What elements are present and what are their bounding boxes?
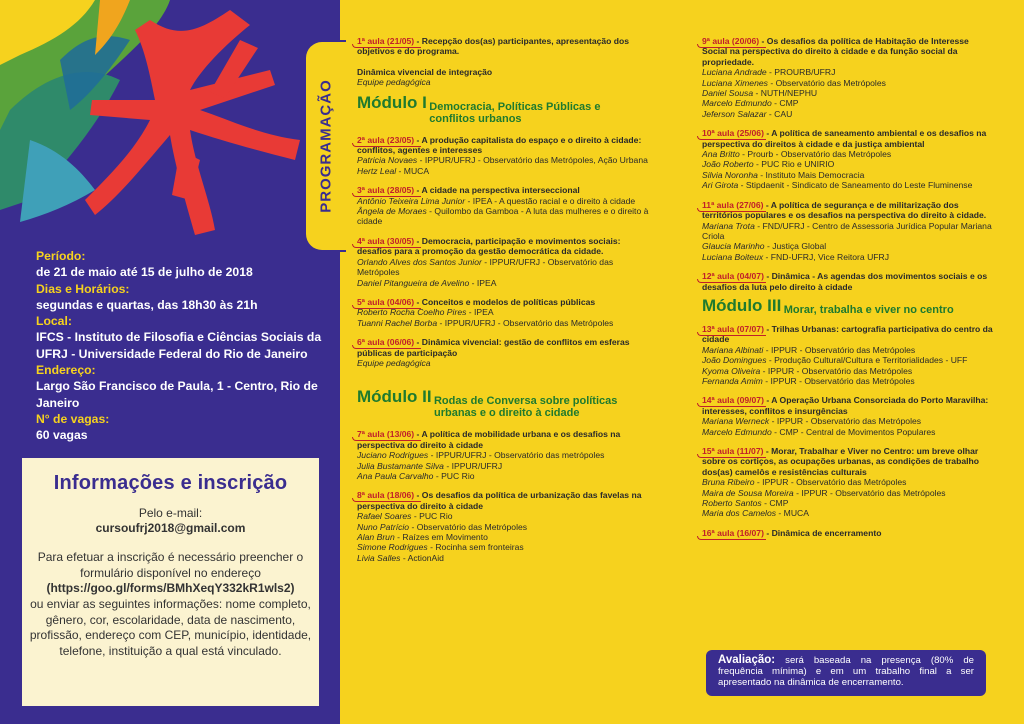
- speaker-name: Luciana Andrade: [702, 67, 767, 78]
- aula-date: 2ª aula (23/05): [357, 134, 415, 145]
- speaker-name: Tuanni Rachel Borba: [357, 317, 438, 328]
- schedule-column-2: [702, 36, 994, 547]
- inscricao-title: Informações e inscrição: [53, 472, 288, 494]
- speaker-role: - IPEA: [469, 277, 497, 288]
- speaker-role: - PROURB/UFRJ: [766, 67, 836, 78]
- aula-title: - Os desafios da política de urbanização das favelas na perspectiva do direito à cidade: [357, 490, 642, 511]
- speaker-role: - IPPUR/UFRJ - Observatório das Metrópoles, Ação Urbana: [417, 155, 648, 166]
- speaker-role: - IPPUR - Observatório das Metrópoles: [769, 416, 922, 427]
- speaker-name: Mariana Werneck: [702, 416, 770, 427]
- speaker-role: - Justiça Global: [764, 241, 827, 252]
- aula-8: [357, 490, 657, 563]
- dinamica-integracao: [357, 67, 657, 88]
- date-underline: [352, 345, 421, 349]
- speaker-name: Marcelo Edmundo: [702, 426, 772, 437]
- aula-13: [702, 324, 994, 386]
- periodo-label: Período:: [36, 249, 86, 263]
- speaker-role: - PUC Rio e UNIRIO: [753, 159, 835, 170]
- inscricao-text-2: ou enviar as seguintes informações: nome completo, gênero, cor, escolaridade, data de nascimento, profissão, endereço com CEP, município, identidade, telefone, instituição a qual está vinculado.: [29, 597, 312, 658]
- speaker-name: Daniel Sousa: [702, 88, 754, 99]
- aula-2: [357, 135, 657, 177]
- speaker-role: - CMP - Central de Movimentos Populares: [771, 426, 936, 437]
- dias-label: Dias e Horários:: [36, 281, 130, 296]
- speaker-role: - CAU: [766, 108, 793, 119]
- avaliacao-label: Avaliação:: [718, 654, 776, 666]
- aula-title: - Recepção dos(as) participantes, apresentação dos objetivos e do programa.: [357, 36, 630, 57]
- speaker-name: Bruna Ribeiro: [702, 477, 755, 488]
- aula-title: - Morar, Trabalhar e Viver no Centro: um breve olhar sobre os cortiços, as ocupações urbanas, as condições de trabalho dos(as) camelôs e resistências culturais: [702, 446, 980, 477]
- date-underline: [352, 244, 421, 248]
- speaker-name: Roberto Santos: [702, 498, 762, 509]
- endereco-value: Largo São Francisco de Paula, 1 - Centro, Rio de Janeiro: [36, 379, 318, 410]
- aula-1: [357, 36, 657, 57]
- email-address[interactable]: cursoufrj2018@gmail.com: [95, 521, 246, 535]
- speaker-name: Ari Girota: [702, 180, 739, 191]
- speaker-name: Silvia Noronha: [702, 169, 758, 180]
- aula-title: - Dinâmica vivencial: gestão de conflitos em esferas públicas de participação: [357, 337, 630, 358]
- aula-title: - A cidade na perspectiva interseccional: [414, 185, 580, 196]
- speaker-name: Mariana Albinati: [702, 344, 764, 355]
- date-underline: [352, 437, 421, 441]
- local-label: Local:: [36, 314, 72, 329]
- date-underline: [697, 208, 766, 212]
- speaker-name: Maria dos Camelos: [702, 508, 777, 519]
- module-title: Democracia, Políticas Públicas e conflitos urbanos: [429, 100, 601, 125]
- speaker-name: Alan Brun: [357, 532, 395, 542]
- speaker-name: Mariana Trota: [702, 220, 755, 231]
- speaker-role: - CMP: [771, 98, 799, 109]
- aula-7: [357, 429, 657, 481]
- aula-title: - Democracia, participação e movimentos sociais: desafios para a promoção da gestão democrática da cidade.: [357, 235, 621, 257]
- speaker-role: - IPPUR/UFRJ - Observatório das metrópoles: [428, 450, 605, 461]
- speaker-role: - Rocinha sem fronteiras: [427, 542, 524, 553]
- avaliacao-box: [706, 650, 986, 696]
- aula-16: [702, 528, 994, 538]
- aula-title: - Conceitos e modelos de políticas públicas: [414, 296, 596, 307]
- speaker-name: Ângela de Moraes: [357, 206, 427, 217]
- dinamica-title: Dinâmica vivencial de integração: [357, 66, 493, 77]
- speaker-role: - IPPUR - Observatório das Metrópoles: [760, 365, 913, 376]
- speaker-role: - NUTH/NEPHU: [753, 88, 818, 99]
- speaker-role: - IPPUR - Observatório das Metrópoles: [754, 477, 907, 488]
- module-number: Módulo II: [357, 387, 432, 407]
- speaker-role: - IPPUR/UFRJ - Observatório das Metrópoles: [357, 256, 614, 278]
- aula-date: 3ª aula (28/05): [357, 185, 415, 196]
- aula-date: 13ª aula (07/07): [702, 323, 764, 334]
- schedule-column-1: [357, 36, 657, 572]
- aula-date: 1ª aula (21/05): [357, 36, 415, 46]
- dinamica-team: Equipe pedagógica: [357, 77, 431, 88]
- aula-15: [702, 446, 994, 519]
- speaker-role: - Stipdaenit - Sindicato de Saneamento do Leste Fluminense: [738, 180, 973, 191]
- aula-title: - A política de segurança e de militarização dos territórios populares e os desafios na perspectiva do direito à cidade.: [702, 199, 987, 221]
- programacao-label: PROGRAMAÇÃO: [317, 79, 335, 213]
- speaker-role: - IPPUR - Observatório das Metrópoles: [793, 487, 946, 498]
- speaker-name: Luciana Ximenes: [702, 77, 768, 88]
- speaker-role: - MUCA: [396, 165, 430, 176]
- local-value: IFCS - Instituto de Filosofia e Ciências Sociais da UFRJ - Universidade Federal do Rio de Janeiro: [36, 330, 322, 361]
- speaker-role: - PUC Rio: [433, 470, 475, 481]
- module-3-heading: [702, 295, 994, 316]
- date-underline: [697, 536, 766, 540]
- speaker-role: - IPPUR/UFRJ - Observatório das Metrópoles: [437, 317, 614, 328]
- date-underline: [697, 403, 766, 407]
- speaker-name: Antônio Teixeira Lima Junior: [357, 195, 466, 206]
- speaker-role: - FND-UFRJ, Vice Reitora UFRJ: [763, 251, 890, 262]
- speaker-name: Rafael Soares: [357, 511, 412, 522]
- speaker-role: - Produção Cultural/Cultura e Territorialidades - UFF: [766, 355, 968, 366]
- aula-14: [702, 395, 994, 437]
- aula-11: [702, 200, 994, 262]
- aula-date: 9ª aula (20/06): [702, 36, 760, 46]
- speaker-role: - ActionAid: [400, 552, 444, 563]
- aula-10: [702, 128, 994, 190]
- speaker-name: Patricia Novaes: [357, 155, 418, 166]
- speaker-role: - IPEA - A questão racial e o direito à cidade: [465, 195, 636, 206]
- aula-title: - A política de mobilidade urbana e os desafios na perspectiva do direito à cidade: [357, 429, 621, 450]
- speaker-name: Fernanda Amim: [702, 375, 763, 386]
- speaker-role: - FND/UFRJ - Centro de Assessoria Jurídica Popular Mariana Criola: [702, 220, 992, 241]
- speaker-role: - Prourb - Observatório das Metrópoles: [739, 149, 892, 160]
- inscricao-text-1: Para efetuar a inscrição é necessário preencher o formulário disponível no endereço: [37, 550, 304, 580]
- speaker-name: Orlando Alves dos Santos Junior: [357, 256, 482, 267]
- aula-title: - Os desafios da política de Habitação de Interesse Social na perspectiva do direito à cidade e da função social da propriedade.: [702, 36, 969, 67]
- vagas-value: 60 vagas: [36, 428, 88, 443]
- module-number: Módulo III: [702, 295, 782, 315]
- aula-date: 7ª aula (13/06): [357, 429, 415, 440]
- speaker-name: Equipe pedagógica: [357, 357, 431, 368]
- speaker-name: Luciana Boiteux: [702, 251, 764, 262]
- aula-12: [702, 271, 994, 292]
- speaker-name: Kyoma Oliveira: [702, 365, 761, 376]
- inscricao-box: [22, 458, 319, 706]
- speaker-name: Ana Britto: [702, 149, 740, 160]
- speaker-name: Julia Bustamante Silva: [357, 460, 444, 471]
- speaker-name: Roberto Rocha Coelho Pires: [357, 307, 467, 318]
- left-panel: [0, 0, 340, 724]
- date-underline: [352, 44, 421, 48]
- speaker-role: - PUC Rio: [411, 511, 453, 522]
- date-underline: [352, 305, 421, 309]
- programacao-tab: [304, 40, 346, 252]
- speaker-role: - Quilombo da Gamboa - A luta das mulheres e o direito à cidade: [357, 206, 649, 227]
- speaker-role: - IPPUR/UFRJ: [443, 460, 503, 471]
- speaker-name: Maira de Sousa Moreira: [702, 487, 794, 498]
- speaker-name: Hertz Leal: [357, 165, 397, 176]
- speaker-role: - Observatório das Metrópoles: [767, 77, 886, 88]
- speaker-role: - IPPUR - Observatório das Metrópoles: [763, 344, 916, 355]
- speaker-name: Jeferson Salazar: [702, 108, 767, 119]
- date-underline: [697, 454, 766, 458]
- aula-date: 10ª aula (25/06): [702, 128, 764, 139]
- abstract-art-illustration: [0, 0, 340, 240]
- module-title: Morar, trabalha e viver no centro: [783, 303, 954, 316]
- speaker-role: - Observatório das Metrópoles: [409, 521, 528, 532]
- aula-date: 11ª aula (27/06): [702, 199, 764, 210]
- aula-6: [357, 337, 657, 368]
- dias-value: segundas e quartas, das 18h30 às 21h: [36, 297, 258, 312]
- speaker-name: João Roberto: [702, 159, 754, 170]
- aula-9: [702, 36, 994, 119]
- aula-3: [357, 185, 657, 227]
- speaker-name: Glaucia Marinho: [702, 241, 765, 252]
- aula-title: - A política de saneamento ambiental e os desafios na perspectiva do direitos à cidade e da justiça ambiental: [702, 128, 987, 149]
- speaker-role: - Instituto Mais Democracia: [757, 169, 865, 180]
- date-underline: [697, 44, 766, 48]
- aula-date: 8ª aula (18/06): [357, 490, 415, 501]
- speaker-name: Simone Rodrigues: [357, 542, 428, 553]
- speaker-role: - IPEA: [466, 307, 494, 318]
- date-underline: [352, 143, 421, 147]
- aula-date: 15ª aula (11/07): [702, 446, 764, 456]
- date-underline: [697, 136, 766, 140]
- aula-title: - A Operação Urbana Consorciada do Porto Maravilha: interesses, conflitos e insurgências: [702, 395, 989, 416]
- module-1-heading: [357, 92, 657, 125]
- speaker-role: - CMP: [761, 498, 789, 509]
- module-number: Módulo I: [357, 92, 427, 112]
- aula-title: - Dinâmica - As agendas dos movimentos sociais e os desafios da luta pelo direito à cidade: [702, 271, 988, 292]
- vagas-label: N° de vagas:: [36, 411, 110, 426]
- aula-title: - Trilhas Urbanas: cartografia participativa do centro da cidade: [702, 323, 993, 345]
- endereco-label: Endereço:: [36, 363, 96, 378]
- periodo-value: de 21 de maio até 15 de julho de 2018: [36, 265, 253, 280]
- aula-title: - A produção capitalista do espaço e o direito à cidade: conflitos, agentes e interesses: [357, 134, 642, 156]
- speaker-name: Nuno Patrício: [357, 521, 410, 532]
- aula-4: [357, 236, 657, 288]
- speaker-name: João Domingues: [702, 355, 767, 366]
- date-underline: [352, 193, 421, 197]
- speaker-name: Juciano Rodrigues: [357, 450, 429, 461]
- speaker-name: Livia Salles: [357, 552, 401, 563]
- speaker-role: - MUCA: [776, 508, 809, 519]
- speaker-name: Daniel Pitangueira de Avelino: [357, 277, 470, 288]
- date-underline: [697, 332, 766, 336]
- date-underline: [352, 498, 421, 502]
- speaker-role: - IPPUR - Observatório das Metrópoles: [762, 375, 915, 386]
- aula-date: 16ª aula (16/07): [702, 527, 764, 538]
- aula-date: 4ª aula (30/05): [357, 235, 415, 246]
- module-title: Rodas de Conversa sobre políticas urbanas e o direito à cidade: [433, 395, 618, 420]
- email-label: Pelo e-mail:: [138, 506, 203, 520]
- aula-5: [357, 297, 657, 328]
- course-info: [36, 248, 326, 444]
- aula-date: 12ª aula (04/07): [702, 271, 764, 282]
- speaker-name: Marcelo Edmundo: [702, 98, 772, 109]
- module-2-heading: [357, 387, 657, 420]
- aula-date: 14ª aula (09/07): [702, 395, 764, 406]
- date-underline: [697, 279, 766, 283]
- aula-date: 5ª aula (04/06): [357, 296, 415, 307]
- avaliacao-text: será baseada na presença (80% de frequência mínima) e em um trabalho final a ser apresentado na dinâmica de encerramento.: [718, 655, 974, 689]
- form-link[interactable]: (https://goo.gl/forms/BMhXeqY332kR1wls2): [46, 581, 295, 595]
- aula-date: 6ª aula (06/06): [357, 337, 415, 348]
- aula-title: - Dinâmica de encerramento: [763, 527, 882, 538]
- speaker-role: - Raízes em Movimento: [394, 532, 488, 542]
- speaker-name: Ana Paula Carvalho: [357, 470, 434, 481]
